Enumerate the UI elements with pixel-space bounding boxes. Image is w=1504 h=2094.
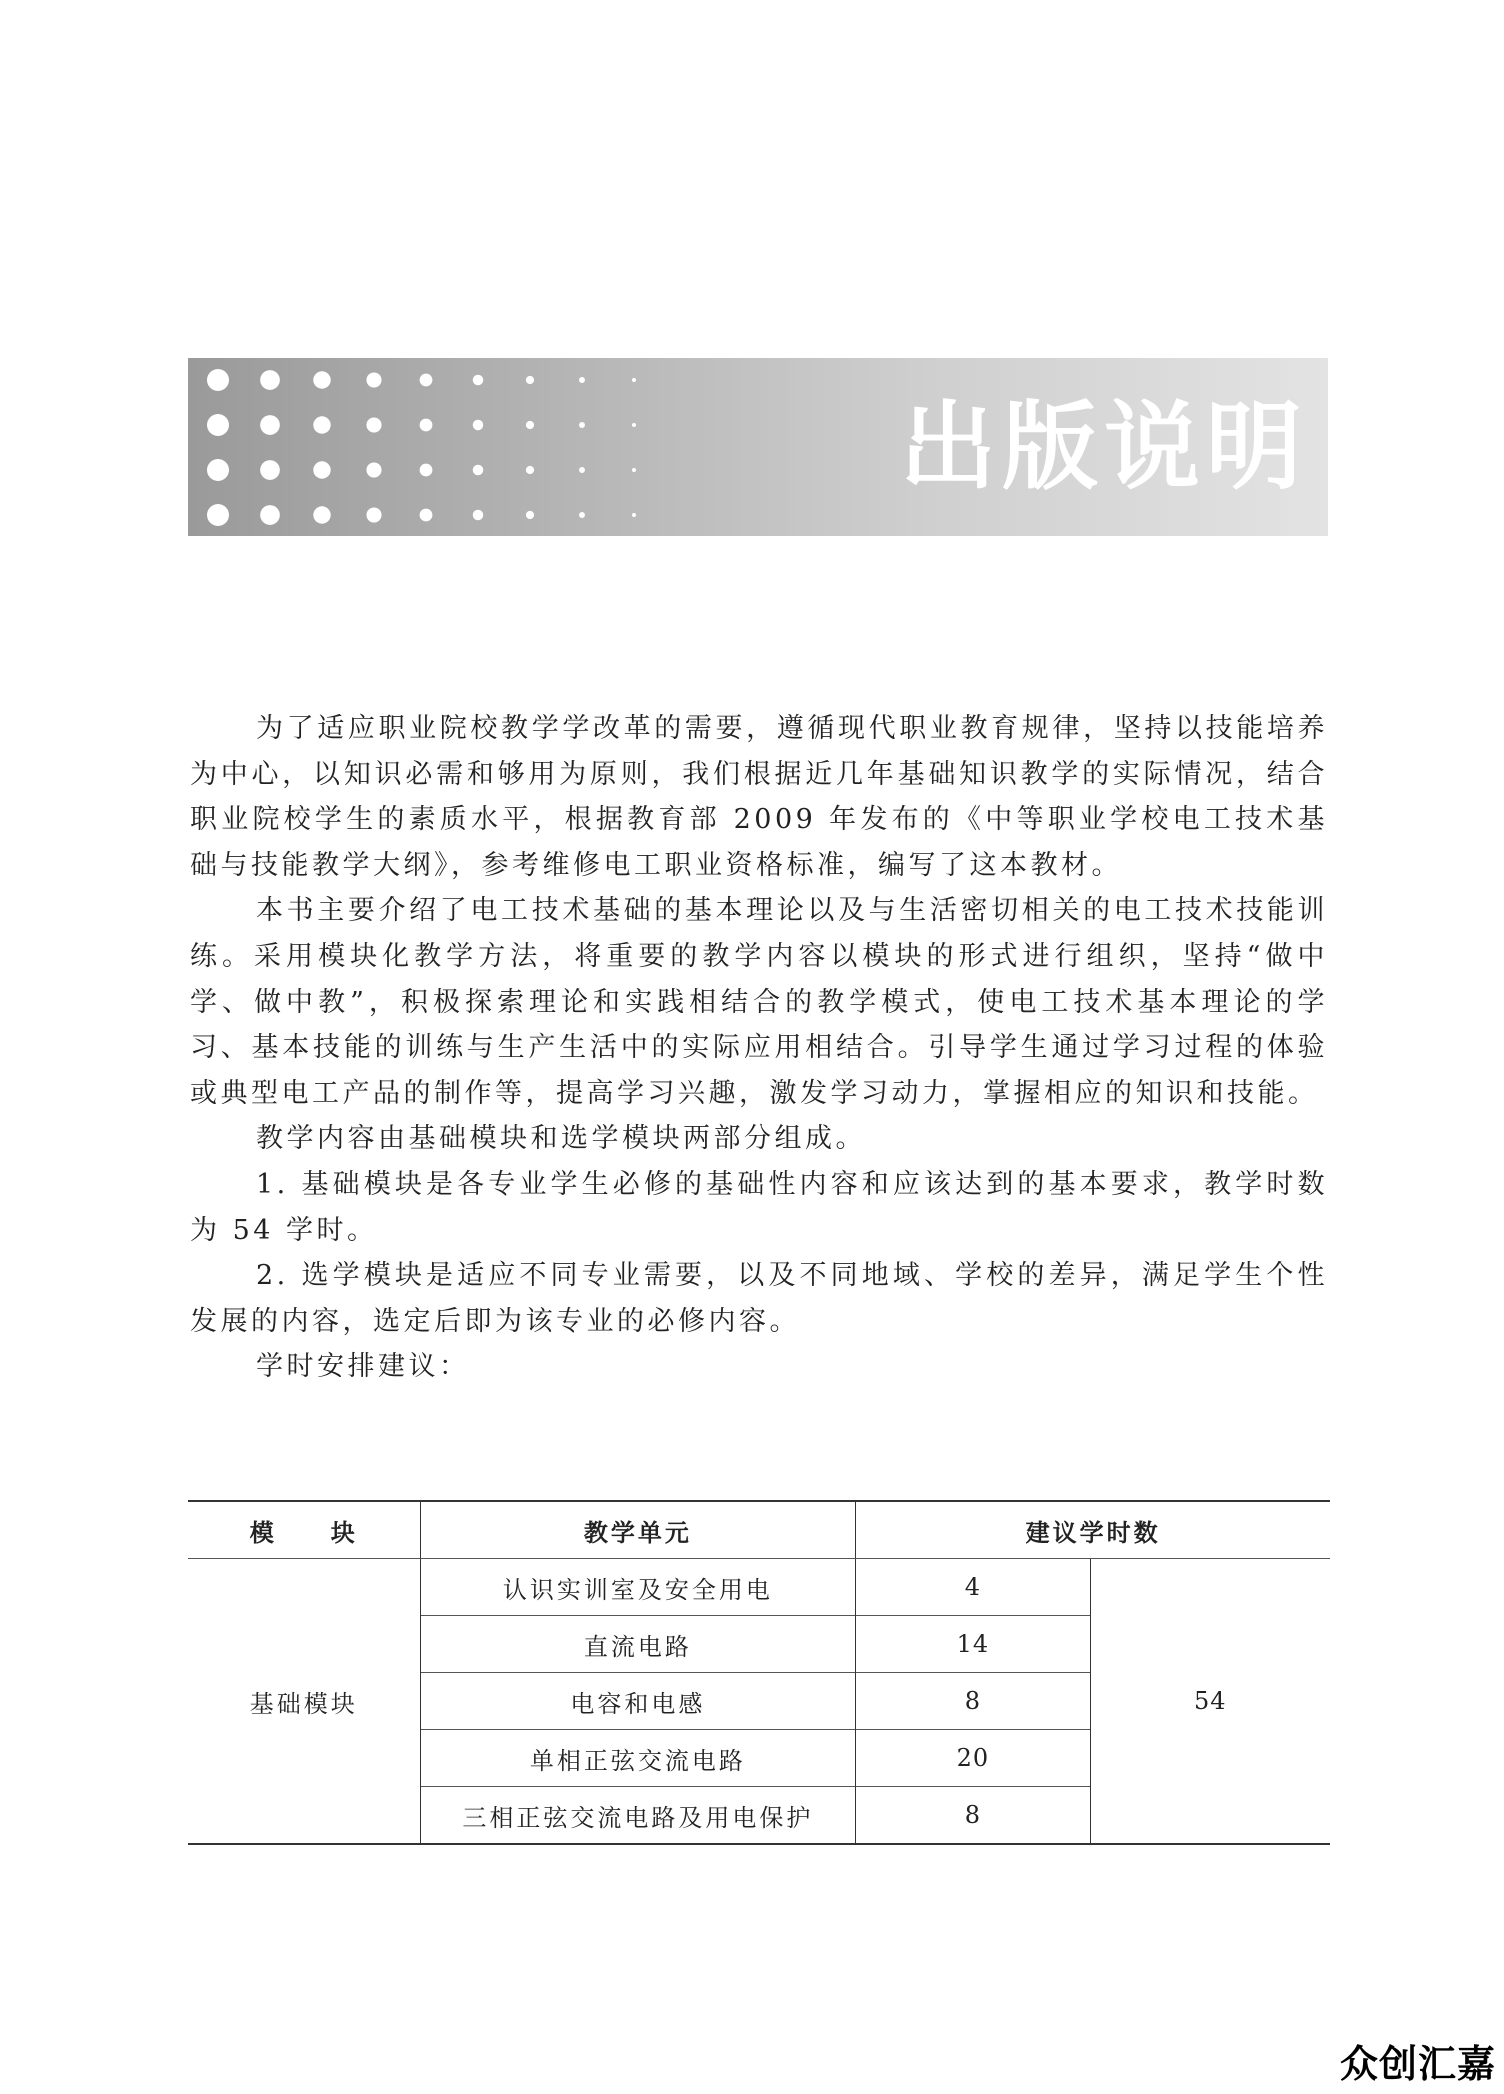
hours-cell: 20: [856, 1730, 1090, 1787]
decorative-dot: [260, 505, 280, 525]
page-title: 出版说明: [900, 391, 1308, 503]
decorative-dot: [526, 511, 534, 519]
decorative-dot: [632, 423, 636, 427]
decorative-dot: [579, 512, 585, 518]
decorative-dot: [366, 372, 381, 387]
title-banner: [188, 358, 1328, 536]
decorative-dot: [579, 422, 585, 428]
decorative-dot: [420, 464, 433, 477]
header-module: 模 块: [188, 1501, 420, 1559]
watermark-logo: 众创汇嘉: [1339, 2042, 1496, 2086]
decorative-dot: [473, 510, 484, 521]
decorative-dot: [207, 504, 229, 526]
paragraph-elective-module: 2. 选学模块是适应不同专业需要，以及不同地域、学校的差异，满足学生个性发展的内容，选定后即为该专业的必修内容。: [190, 1260, 1328, 1337]
decorative-dot: [260, 370, 280, 390]
paragraph-intro: 为了适应职业院校教学学改革的需要，遵循现代职业教育规律，坚持以技能培养为中心，以知识必需和够用为原则，我们根据近几年基础知识教学的实际情况，结合职业院校学生的素质水平，根据教育部 2009 年发布的《中等职业学校电工技术基础与技能教学大纲》，参考维修电工职业资格标准，编写了这本教材。: [190, 713, 1328, 881]
paragraph-schedule-lead: 学时安排建议：: [256, 1351, 470, 1383]
decorative-dot: [260, 415, 280, 435]
unit-cell: 电容和电感: [420, 1673, 856, 1730]
header-hours: 建议学时数: [856, 1501, 1330, 1559]
decorative-dot: [313, 506, 330, 523]
decorative-dot: [366, 462, 381, 477]
hours-table: [188, 1500, 1330, 1845]
unit-cell: 认识实训室及安全用电: [420, 1559, 856, 1616]
hours-cell: 14: [856, 1616, 1090, 1673]
paragraph-content-structure: 教学内容由基础模块和选学模块两部分组成。: [256, 1123, 866, 1155]
decorative-dot: [207, 414, 229, 436]
decorative-dot: [579, 467, 585, 473]
module-name-cell: 基础模块: [188, 1559, 420, 1845]
decorative-dot: [632, 378, 636, 382]
decorative-dot: [420, 374, 433, 387]
paragraph-book-summary: 本书主要介绍了电工技术基础的基本理论以及与生活密切相关的电工技术技能训练。采用模块化教学方法，将重要的教学内容以模块的形式进行组织，坚持“做中学、做中教”，积极探索理论和实践相结合的教学模式，使电工技术基本理论的学习、基本技能的训练与生产生活中的实际应用相结合。引导学生通过学习过程的体验或典型电工产品的制作等，提高学习兴趣，激发学习动力，掌握相应的知识和技能。: [190, 895, 1328, 1109]
decorative-dot: [260, 460, 280, 480]
decorative-dot: [313, 461, 330, 478]
table-header-row: [188, 1501, 1330, 1559]
unit-cell: 直流电路: [420, 1616, 856, 1673]
decorative-dot: [313, 371, 330, 388]
decorative-dot: [526, 376, 534, 384]
decorative-dot: [313, 416, 330, 433]
header-unit: 教学单元: [420, 1501, 856, 1559]
decorative-dot: [473, 375, 484, 386]
decorative-dot: [473, 420, 484, 431]
decorative-dot: [526, 466, 534, 474]
dot-pattern-decoration: [188, 358, 708, 536]
hours-cell: 8: [856, 1673, 1090, 1730]
paragraph-basic-module: 1. 基础模块是各专业学生必修的基础性内容和应该达到的基本要求，教学时数为 54 学时。: [190, 1168, 1328, 1246]
unit-cell: 单相正弦交流电路: [420, 1730, 856, 1787]
decorative-dot: [207, 459, 229, 481]
decorative-dot: [420, 509, 433, 522]
decorative-dot: [632, 468, 636, 472]
decorative-dot: [473, 465, 484, 476]
decorative-dot: [579, 377, 585, 383]
table-row: [188, 1559, 1330, 1616]
decorative-dot: [366, 417, 381, 432]
decorative-dot: [207, 369, 229, 391]
decorative-dot: [526, 421, 534, 429]
preface-body: [190, 706, 1328, 1390]
total-hours-cell: 54: [1090, 1559, 1330, 1845]
unit-cell: 三相正弦交流电路及用电保护: [420, 1787, 856, 1845]
hours-cell: 4: [856, 1559, 1090, 1616]
hours-cell: 8: [856, 1787, 1090, 1845]
decorative-dot: [366, 507, 381, 522]
decorative-dot: [632, 513, 636, 517]
decorative-dot: [420, 419, 433, 432]
